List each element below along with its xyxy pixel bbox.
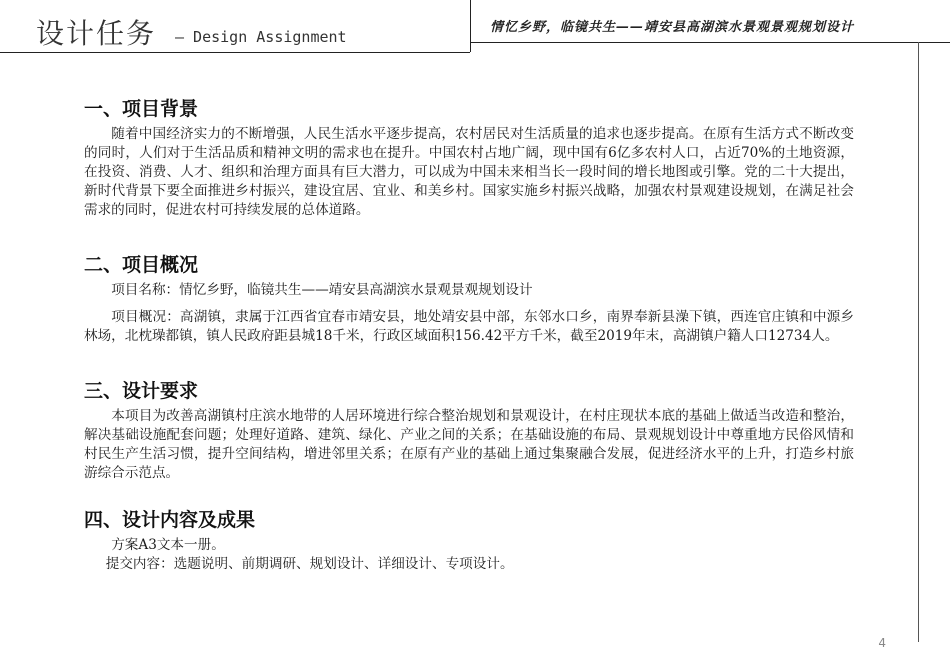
header-divider-right	[470, 42, 950, 43]
project-overview: 项目概况：高湖镇，隶属于江西省宜春市靖安县，地处靖安县中部，东邻水口乡，南界奉新县澡下镇，西连官庄镇和中源乡林场，北枕璪都镇，镇人民政府距县城18千米，行政区域面积156.42平方千米，截至2019年末，高湖镇户籍人口12734人。	[84, 309, 854, 344]
section-paragraph: 随着中国经济实力的不断增强，人民生活水平逐步提高，农村居民对生活质量的追求也逐步提高。在原有生活方式不断改变的同时，人们对于生活品质和精神文明的需求也在提升。中国农村占地广阔，现中国有6亿多农村人口，占近70%的土地资源，在投资、消费、人才、组织和治理方面具有巨大潜力，可以成为中国未来相当长一段时间的增长地图或引擎。党的二十大提出，新时代背景下要全面推进乡村振兴，建设宜居、宜业、和美乡村。国家实施乡村振兴战略，加强农村景观建设规划，在满足社会需求的同时，促进农村可持续发展的总体道路。	[84, 126, 854, 218]
section-heading: 四、设计内容及成果	[84, 509, 256, 531]
project-tag: 情忆乡野，临镜共生——靖安县高湖滨水景观景观规划设计	[490, 20, 855, 35]
page-header	[0, 0, 950, 56]
section-deliverables	[84, 505, 854, 574]
project-name: 项目名称：情忆乡野，临镜共生——靖安县高湖滨水景观景观规划设计	[111, 282, 533, 298]
section-background	[84, 94, 854, 220]
document-body	[84, 94, 854, 592]
section-heading: 三、设计要求	[84, 380, 199, 402]
section-requirements	[84, 376, 854, 483]
section-heading: 一、项目背景	[84, 98, 199, 120]
right-margin-rule	[918, 42, 919, 642]
section-overview	[84, 250, 854, 346]
page-subtitle: — Design Assignment	[175, 28, 347, 46]
section-paragraph: 本项目为改善高湖镇村庄滨水地带的人居环境进行综合整治规划和景观设计，在村庄现状本底的基础上做适当改造和整治，解决基础设施配套问题；处理好道路、建筑、绿化、产业之间的关系；在基础设施的布局、景观规划设计中尊重地方民俗风情和村民生产生活习惯，提升空间结构，增进邻里关系；在原有产业的基础上通过集聚融合发展，促进经济水平的上升，打造乡村旅游综合示范点。	[84, 408, 854, 481]
header-divider-vertical	[470, 0, 471, 52]
page-number: 4	[878, 636, 886, 650]
section-heading: 二、项目概况	[84, 254, 199, 276]
deliverable-text: 方案A3文本一册。	[111, 537, 225, 553]
header-divider-left	[0, 52, 470, 53]
page-title: 设计任务	[36, 17, 157, 50]
submission-contents: 提交内容：选题说明、前期调研、规划设计、详细设计、专项设计。	[105, 556, 514, 572]
